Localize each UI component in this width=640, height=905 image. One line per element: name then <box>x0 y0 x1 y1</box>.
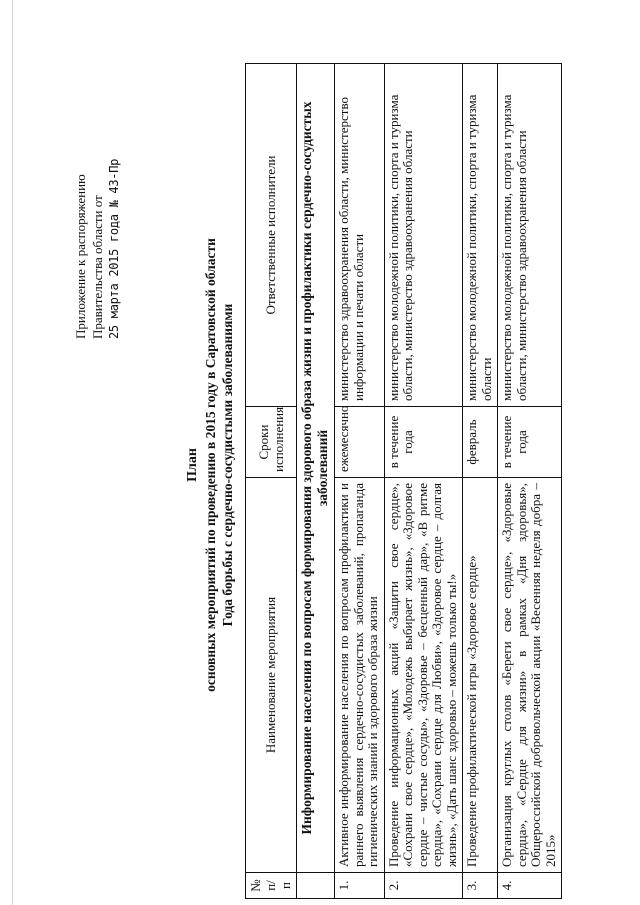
row-term: февраль <box>463 407 498 478</box>
row-responsible: министерство молодежной политики, спорта и туризма области, министерство здравоохранения области <box>384 64 463 407</box>
row-term: в течение года <box>498 407 562 478</box>
document-title: План <box>185 448 200 482</box>
header-num: № п/п <box>246 873 297 899</box>
appendix-note <box>72 159 123 339</box>
row-event: Проведение информационных акций «Защити свое сердце», «Сохрани свое сердце», «Молодежь выбирает жизнь», «Здоровое сердце – чистые сосуды», «Здоровье – бесценный дар», «В ритме сердца», «Сохрани сердце для Любви», «Здоровое сердце – долгая жизнь», «Дать шанс здоровью – можешь только ты!» <box>384 478 463 873</box>
header-term: Сроки исполнения <box>246 407 297 478</box>
row-term: ежемесячно <box>335 407 385 478</box>
row-event: Организация круглых столов «Береги свое сердце», «Здоровые сердца», «Сердце для жизни» в рамках «Дня здоровья», Общероссийской добровольческой акции «Весенняя неделя добра – 2015» <box>498 478 562 873</box>
row-num: 1. <box>335 873 385 899</box>
row-responsible: министерство молодежной политики, спорта и туризма области, министерство здравоохранения области <box>498 64 562 407</box>
section-heading: Информирование населения по вопросам формирования здорового образа жизни и профилактики сердечно-сосудистых заболеваний <box>297 64 335 873</box>
row-term: в течение года <box>384 407 463 478</box>
scan-edge-line <box>12 0 13 905</box>
document-subtitle-1: основных мероприятий по проведению в 2015 году в Саратовской области <box>203 238 218 692</box>
table-row <box>384 64 463 899</box>
table-header-row <box>246 64 297 899</box>
document-subtitle-2: Года борьбы с сердечно-сосудистыми заболеваниями <box>220 303 235 627</box>
header-responsible: Ответственные исполнители <box>246 64 297 407</box>
row-num: 2. <box>384 873 463 899</box>
plan-table <box>245 63 562 899</box>
row-event: Активное информирование населения по вопросам профилактики и раннего выявления сердечно-сосудистых заболеваний, пропаганда гигиенических знаний и здорового образа жизни <box>335 478 385 873</box>
row-responsible: министерство молодежной политики, спорта и туризма области <box>463 64 498 407</box>
table-row <box>463 64 498 899</box>
header-event: Наименование мероприятия <box>246 478 297 873</box>
row-responsible: министерство здравоохранения области, министерство информации и печати области <box>335 64 385 407</box>
appendix-line-2: Правительства области от <box>90 195 105 339</box>
appendix-line-1: Приложение к распоряжению <box>73 174 88 339</box>
row-num: 3. <box>463 873 498 899</box>
appendix-line-3: 25 марта 2015 года № 43-Пр <box>107 158 121 339</box>
row-event: Проведение профилактической игры «Здоровое сердце» <box>463 478 498 873</box>
table-row <box>335 64 385 899</box>
section-row <box>297 64 335 899</box>
row-num: 4. <box>498 873 562 899</box>
table-row <box>498 64 562 899</box>
